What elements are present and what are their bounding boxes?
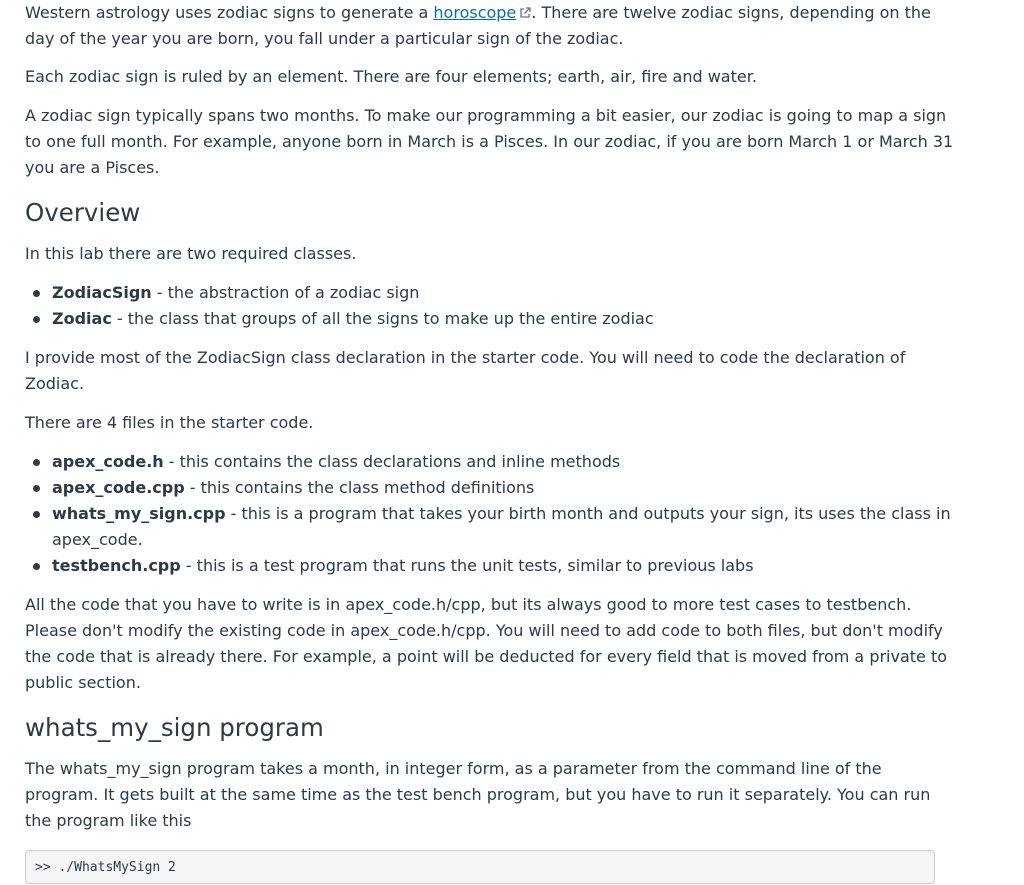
program-heading: whats_my_sign program — [25, 713, 324, 742]
intro-paragraph-2: Each zodiac sign is ruled by an element. There are four elements; earth, air, fire and water. — [25, 67, 757, 86]
code-block[interactable]: >> ./WhatsMySign 2 — [25, 850, 935, 884]
file-description: - this contains the class method definitions — [184, 478, 535, 497]
overview-heading: Overview — [25, 198, 141, 227]
intro-paragraph-1 — [25, 0, 955, 52]
overview-paragraph-4: All the code that you have to write is in apex_code.h/cpp, but its always good to more test cases to testbench. Please don't modify the existing code in apex_code.h/cpp. You will need to add code to both files, but don't modify the code that is already there. For example, a point will be deducted for every field that is moved from a private to public section. — [25, 595, 948, 692]
external-link-icon[interactable] — [519, 7, 531, 19]
intro-text-before-link: Western astrology uses zodiac signs to generate a — [25, 3, 434, 22]
intro-text-after-link: . There are twelve zodiac signs, depending on the day of the year you are born, you fall under a particular sign of the zodiac. — [25, 3, 931, 48]
overview-paragraph-3: There are 4 files in the starter code. — [25, 413, 314, 432]
class-name: ZodiacSign — [52, 283, 152, 302]
file-list — [25, 449, 955, 579]
file-description: - this is a program that takes your birth month and outputs your sign, its uses the class in apex_code. — [52, 504, 951, 549]
file-description: - this contains the class declarations and inline methods — [163, 452, 621, 471]
horoscope-link[interactable]: horoscope — [433, 3, 517, 22]
class-list — [25, 280, 955, 332]
class-name: Zodiac — [52, 309, 112, 328]
class-description: - the abstraction of a zodiac sign — [151, 283, 420, 302]
list-item — [52, 280, 955, 306]
file-name: testbench.cpp — [52, 556, 181, 575]
class-description: - the class that groups of all the signs to make up the entire zodiac — [111, 309, 654, 328]
list-item — [52, 475, 955, 501]
overview-paragraph-2: I provide most of the ZodiacSign class declaration in the starter code. You will need to code the declaration of Zodiac. — [25, 348, 906, 393]
file-name: apex_code.h — [52, 452, 164, 471]
list-item — [52, 501, 955, 553]
program-paragraph-1: The whats_my_sign program takes a month, in integer form, as a parameter from the command line of the program. It gets built at the same time as the test bench program, but you have to run it separately. You can run the program like this — [25, 759, 931, 830]
file-description: - this is a test program that runs the unit tests, similar to previous labs — [180, 556, 754, 575]
file-name: apex_code.cpp — [52, 478, 185, 497]
list-item — [52, 306, 955, 332]
file-name: whats_my_sign.cpp — [52, 504, 226, 523]
list-item — [52, 449, 955, 475]
intro-paragraph-3: A zodiac sign typically spans two months. To make our programming a bit easier, our zodiac is going to map a sign to one full month. For example, anyone born in March is a Pisces. In our zodiac, if you are born March 1 or March 31 you are a Pisces. — [25, 106, 954, 177]
overview-paragraph-1: In this lab there are two required classes. — [25, 244, 357, 263]
list-item — [52, 553, 955, 579]
